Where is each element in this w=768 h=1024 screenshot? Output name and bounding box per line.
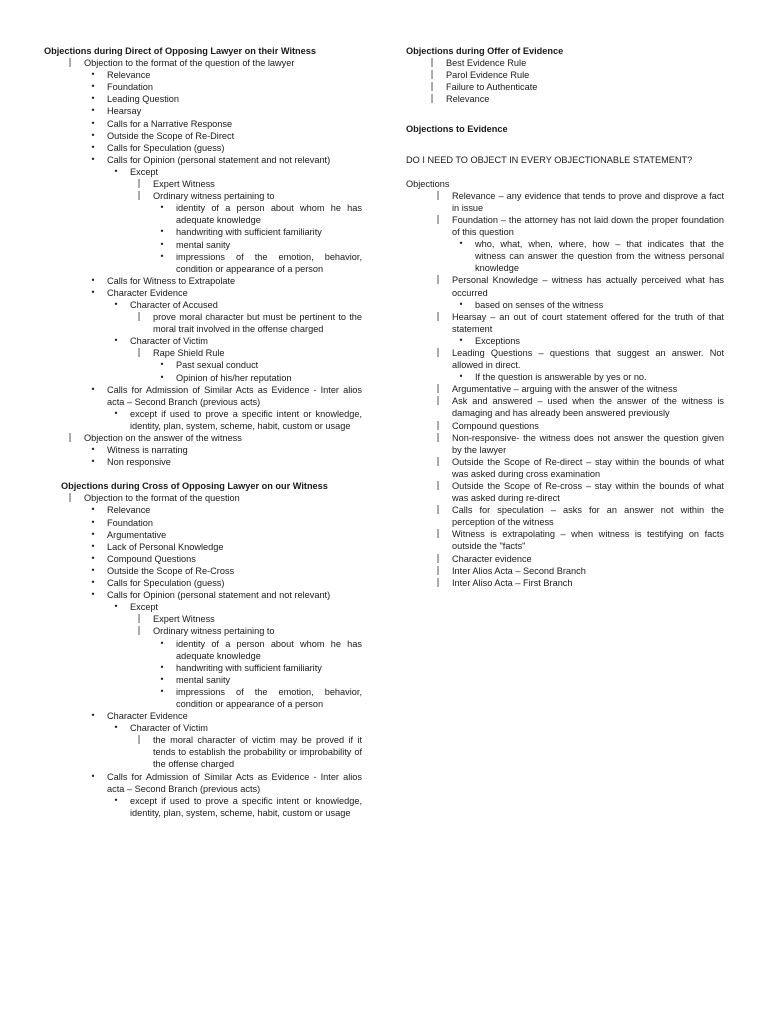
outline-item-text: Non responsive: [107, 457, 171, 468]
dot-bullet-icon: •: [90, 711, 96, 721]
dot-bullet-icon: •: [90, 142, 96, 152]
bar-bullet-icon: |: [436, 481, 440, 491]
dot-bullet-icon: •: [113, 723, 119, 733]
outline-list: [107, 601, 362, 710]
outline-item: [61, 57, 362, 432]
dot-bullet-icon: •: [90, 529, 96, 539]
bar-bullet-icon: |: [436, 275, 440, 286]
dot-bullet-icon: •: [90, 154, 96, 164]
outline-item-text: Relevance: [107, 70, 151, 81]
dot-bullet-icon: •: [458, 239, 464, 249]
outline-item-text: Relevance: [107, 505, 151, 516]
outline-item: [84, 105, 362, 117]
bar-bullet-icon: |: [436, 384, 440, 395]
dot-bullet-icon: •: [90, 771, 96, 781]
offer-item-text: Best Evidence Rule: [446, 58, 527, 69]
outline-item: [84, 275, 362, 287]
dot-bullet-icon: •: [113, 795, 119, 805]
dot-bullet-icon: •: [113, 602, 119, 612]
outline-item-text: Ordinary witness pertaining to: [153, 626, 275, 637]
outline-item-text: Expert Witness: [153, 179, 215, 190]
outline-item-text: Hearsay – an out of court statement offered for the truth of that statement: [452, 311, 724, 334]
outline-item: [130, 734, 362, 770]
outline-item: [84, 529, 362, 541]
outline-item: [84, 93, 362, 105]
outline-item: [61, 432, 362, 468]
bar-bullet-icon: |: [430, 58, 434, 69]
bar-bullet-icon: |: [436, 529, 440, 540]
outline-item-text: Inter Alios Acta – Second Branch: [452, 565, 586, 576]
right-column: [406, 45, 724, 589]
outline-item: [429, 190, 724, 214]
bar-bullet-icon: |: [436, 396, 440, 407]
outline-list: [130, 311, 362, 335]
outline-item: [130, 347, 362, 383]
outline-list: [130, 613, 362, 710]
outline-item: [429, 395, 724, 419]
dot-bullet-icon: •: [90, 70, 96, 80]
outline-item: [84, 710, 362, 770]
section-title: Objections during Cross of Opposing Lawyer on our Witness: [61, 481, 328, 492]
outline-item: [452, 299, 724, 311]
outline-item-text: Hearsay: [107, 106, 142, 117]
offer-item-text: Relevance: [446, 94, 490, 105]
outline-item-text: identity of a person about whom he has adequate knowledge: [176, 203, 362, 226]
dot-bullet-icon: •: [90, 82, 96, 92]
outline-item: [429, 456, 724, 480]
outline-item-text: the moral character of victim may be proved if it tends to establish the probability or improbability of the offense charged: [153, 735, 362, 770]
outline-item: [153, 359, 362, 371]
outline-item-text: Ask and answered – used when the answer of the witness is damaging and has already been answered previously: [452, 396, 724, 419]
bar-bullet-icon: |: [430, 82, 434, 93]
outline-item-text: identity of a person about whom he has adequate knowledge: [176, 638, 362, 661]
outline-item-text: Foundation – the attorney has not laid down the proper foundation of this question: [452, 214, 724, 238]
outline-item: [84, 504, 362, 516]
dot-bullet-icon: •: [458, 335, 464, 345]
dot-bullet-icon: •: [458, 372, 464, 382]
offer-item-text: Parol Evidence Rule: [446, 70, 530, 81]
outline-item: [107, 299, 362, 335]
outline-item-text: Character evidence: [452, 553, 532, 564]
outline-list: [153, 359, 362, 383]
outline-item-text: prove moral character but must be pertinent to the moral trait involved in the offense charged: [153, 312, 362, 335]
outline-item: [153, 372, 362, 384]
outline-item-text: Calls for Admission of Similar Acts as Evidence - Inter alios acta – Second Branch (previous acts): [107, 771, 362, 794]
bar-bullet-icon: |: [436, 432, 440, 443]
outline-item-text: Argumentative: [107, 529, 167, 540]
outline-item: [153, 202, 362, 226]
outline-item-text: If the question is answerable by yes or no.: [475, 372, 647, 383]
outline-item: [84, 517, 362, 529]
dot-bullet-icon: •: [113, 408, 119, 418]
outline-item-text: Leading Question: [107, 94, 180, 105]
outline-item: [84, 154, 362, 275]
outline-item: [107, 601, 362, 710]
dot-bullet-icon: •: [90, 578, 96, 588]
outline-item-text: Past sexual conduct: [176, 360, 259, 371]
outline-item: [429, 577, 724, 589]
outline-item: [429, 480, 724, 504]
offer-section-title: Objections during Offer of Evidence: [406, 46, 564, 56]
outline-list: [61, 492, 362, 819]
outline-list: [452, 371, 724, 383]
outline-item-text: who, what, when, where, how – that indicates that the witness can answer the question from the witness personal knowledge: [475, 239, 724, 274]
outline-item-text: Calls for Admission of Similar Acts as Evidence - Inter alios acta – Second Branch (previous acts): [107, 384, 362, 407]
outline-item: [107, 335, 362, 383]
offer-item: [423, 57, 724, 69]
outline-item-text: Foundation: [107, 82, 153, 93]
bar-bullet-icon: |: [436, 420, 440, 431]
outline-item-text: Lack of Personal Knowledge: [107, 541, 224, 552]
outline-item: [84, 69, 362, 81]
outline-list: [452, 238, 724, 274]
outline-item-text: Calls for speculation – asks for an answer not within the perception of the witness: [452, 505, 724, 528]
outline-item-text: Compound Questions: [107, 553, 196, 564]
dot-bullet-icon: •: [113, 166, 119, 176]
outline-item: [429, 383, 724, 395]
outline-item: [107, 795, 362, 819]
outline-item: [130, 190, 362, 275]
outline-item: [107, 408, 362, 432]
bar-bullet-icon: |: [436, 577, 440, 588]
outline-item-text: Outside the Scope of Re-Direct: [107, 130, 235, 141]
outline-item-text: Objection to the format of the question of the lawyer: [84, 58, 295, 69]
outline-item-text: Ordinary witness pertaining to: [153, 191, 275, 202]
outline-item-text: Except: [130, 602, 159, 613]
outline-item-text: Witness is extrapolating – when witness is testifying on facts outside the "facts": [452, 529, 724, 552]
outline-item: [429, 347, 724, 383]
outline-list: [452, 299, 724, 311]
outline-item: [429, 420, 724, 432]
outline-item-text: Character Evidence: [107, 287, 188, 298]
object-question: DO I NEED TO OBJECT IN EVERY OBJECTIONABLE STATEMENT?: [406, 154, 693, 165]
outline-item: [452, 238, 724, 274]
bar-bullet-icon: |: [68, 493, 72, 504]
outline-item: [429, 565, 724, 577]
outline-item-text: based on senses of the witness: [475, 299, 604, 310]
dot-bullet-icon: •: [90, 106, 96, 116]
bar-bullet-icon: |: [137, 179, 141, 190]
outline-item: [130, 613, 362, 625]
outline-item-text: except if used to prove a specific intent or knowledge, identity, plan, system, scheme, habit, custom or usage: [130, 795, 362, 818]
outline-item-text: Foundation: [107, 517, 153, 528]
outline-item-text: Outside the Scope of Re-direct – stay within the bounds of what was asked during cross examination: [452, 456, 724, 479]
evidence-section-title: Objections to Evidence: [406, 124, 508, 135]
outline-item: [84, 81, 362, 93]
outline-item: [429, 311, 724, 347]
dot-bullet-icon: •: [113, 336, 119, 346]
outline-item-text: Outside the Scope of Re-cross – stay within the bounds of what was asked during re-direct: [452, 481, 724, 504]
outline-item: [84, 771, 362, 819]
outline-list: [84, 504, 362, 818]
outline-item: [107, 166, 362, 275]
outline-item-text: Exceptions: [475, 335, 520, 346]
dot-bullet-icon: •: [90, 384, 96, 394]
objections-label: Objections: [406, 178, 450, 189]
dot-bullet-icon: •: [159, 372, 165, 382]
outline-item: [452, 371, 724, 383]
bar-bullet-icon: |: [137, 626, 141, 637]
dot-bullet-icon: •: [90, 541, 96, 551]
outline-item: [84, 541, 362, 553]
outline-list: [107, 795, 362, 819]
offer-item: [423, 81, 724, 93]
outline-list: [107, 722, 362, 770]
outline-item: [153, 674, 362, 686]
section-title: Objections during Direct of Opposing Lawyer on their Witness: [44, 46, 316, 56]
outline-item: [153, 226, 362, 238]
bar-bullet-icon: |: [137, 348, 141, 359]
outline-item-text: Calls for Opinion (personal statement and not relevant): [107, 590, 331, 601]
outline-item: [61, 492, 362, 819]
outline-list: [107, 299, 362, 384]
dot-bullet-icon: •: [90, 118, 96, 128]
outline-item-text: Except: [130, 166, 159, 177]
bar-bullet-icon: |: [436, 505, 440, 516]
outline-item-text: Character of Accused: [130, 299, 218, 310]
dot-bullet-icon: •: [159, 203, 165, 213]
offer-item: [423, 69, 724, 81]
outline-item: [84, 565, 362, 577]
dot-bullet-icon: •: [159, 686, 165, 696]
outline-item: [153, 638, 362, 662]
bar-bullet-icon: |: [137, 191, 141, 202]
outline-item: [429, 214, 724, 274]
outline-item-text: handwriting with sufficient familiarity: [176, 662, 322, 673]
outline-item: [429, 504, 724, 528]
outline-item-text: Calls for Speculation (guess): [107, 578, 225, 589]
outline-item: [84, 118, 362, 130]
outline-item-text: Argumentative – arguing with the answer of the witness: [452, 384, 678, 395]
outline-item: [84, 577, 362, 589]
dot-bullet-icon: •: [113, 299, 119, 309]
dot-bullet-icon: •: [159, 662, 165, 672]
outline-list: [84, 444, 362, 468]
outline-item: [84, 130, 362, 142]
dot-bullet-icon: •: [159, 360, 165, 370]
outline-item: [130, 178, 362, 190]
bar-bullet-icon: |: [436, 190, 440, 201]
bar-bullet-icon: |: [137, 312, 141, 323]
outline-item: [429, 553, 724, 565]
bar-bullet-icon: |: [436, 214, 440, 225]
dot-bullet-icon: •: [90, 590, 96, 600]
outline-item-text: Relevance – any evidence that tends to prove and disprove a fact in issue: [452, 190, 724, 213]
outline-item-text: Character of Victim: [130, 723, 208, 734]
outline-item: [429, 432, 724, 456]
outline-item: [130, 625, 362, 710]
bar-bullet-icon: |: [436, 456, 440, 467]
outline-item-text: impressions of the emotion, behavior, condition or appearance of a person: [176, 251, 362, 274]
outline-item: [84, 444, 362, 456]
outline-item-text: Leading Questions – questions that suggest an answer. Not allowed in direct.: [452, 347, 724, 371]
bar-bullet-icon: |: [137, 614, 141, 625]
outline-item: [153, 251, 362, 275]
outline-list: [130, 178, 362, 275]
dot-bullet-icon: •: [159, 251, 165, 261]
outline-item-text: Inter Aliso Acta – First Branch: [452, 577, 573, 588]
bar-bullet-icon: |: [436, 347, 440, 358]
dot-bullet-icon: •: [90, 287, 96, 297]
outline-item-text: Character of Victim: [130, 336, 208, 347]
outline-item: [153, 662, 362, 674]
outline-list: [61, 57, 362, 468]
outline-item: [153, 239, 362, 251]
outline-item-text: Calls for Speculation (guess): [107, 142, 225, 153]
dot-bullet-icon: •: [90, 505, 96, 515]
offer-item: [423, 93, 724, 105]
outline-item-text: mental sanity: [176, 674, 231, 685]
outline-item: [130, 311, 362, 335]
outline-item-text: Witness is narrating: [107, 445, 188, 456]
outline-item: [84, 456, 362, 468]
outline-item-text: Calls for a Narrative Response: [107, 118, 233, 129]
left-column: [44, 45, 362, 819]
outline-item-text: Compound questions: [452, 420, 539, 431]
dot-bullet-icon: •: [90, 457, 96, 467]
outline-item-text: Opinion of his/her reputation: [176, 372, 292, 383]
outline-item-text: handwriting with sufficient familiarity: [176, 227, 322, 238]
outline-item-text: Outside the Scope of Re-Cross: [107, 565, 235, 576]
outline-item: [84, 589, 362, 710]
dot-bullet-icon: •: [90, 445, 96, 455]
dot-bullet-icon: •: [90, 275, 96, 285]
dot-bullet-icon: •: [159, 227, 165, 237]
outline-item: [84, 553, 362, 565]
objections-list: [429, 190, 724, 589]
dot-bullet-icon: •: [458, 299, 464, 309]
outline-list: [130, 734, 362, 770]
bar-bullet-icon: |: [436, 553, 440, 564]
outline-item: [153, 686, 362, 710]
bar-bullet-icon: |: [68, 433, 72, 443]
outline-item-text: mental sanity: [176, 239, 231, 250]
bar-bullet-icon: |: [68, 58, 72, 69]
outline-item: [84, 287, 362, 384]
outline-item-text: Expert Witness: [153, 614, 215, 625]
outline-list: [153, 202, 362, 275]
outline-item-text: except if used to prove a specific intent or knowledge, identity, plan, system, scheme, habit, custom or usage: [130, 408, 362, 431]
bar-bullet-icon: |: [137, 735, 141, 746]
outline-item: [429, 528, 724, 552]
dot-bullet-icon: •: [90, 130, 96, 140]
dot-bullet-icon: •: [90, 517, 96, 527]
outline-item: [84, 384, 362, 432]
outline-item-text: Character Evidence: [107, 711, 188, 722]
outline-list: [84, 69, 362, 432]
outline-item: [452, 335, 724, 347]
dot-bullet-icon: •: [90, 553, 96, 563]
dot-bullet-icon: •: [159, 674, 165, 684]
outline-list: [107, 408, 362, 432]
outline-list: [107, 166, 362, 275]
bar-bullet-icon: |: [436, 565, 440, 576]
outline-item-text: Objection to the format of the question: [84, 493, 240, 504]
outline-list: [452, 335, 724, 347]
offer-item-text: Failure to Authenticate: [446, 82, 538, 93]
outline-item-text: impressions of the emotion, behavior, condition or appearance of a person: [176, 686, 362, 709]
outline-list: [130, 347, 362, 383]
dot-bullet-icon: •: [90, 565, 96, 575]
outline-item: [429, 274, 724, 310]
outline-item-text: Objection on the answer of the witness: [84, 433, 242, 443]
outline-item-text: Rape Shield Rule: [153, 348, 225, 359]
bar-bullet-icon: |: [436, 311, 440, 322]
outline-item-text: Calls for Opinion (personal statement and not relevant): [107, 154, 331, 165]
outline-list: [153, 638, 362, 711]
dot-bullet-icon: •: [159, 638, 165, 648]
offer-list: [423, 57, 724, 105]
outline-item-text: Non-responsive- the witness does not answer the question given by the lawyer: [452, 432, 724, 455]
bar-bullet-icon: |: [430, 70, 434, 81]
dot-bullet-icon: •: [159, 239, 165, 249]
outline-item: [84, 142, 362, 154]
outline-item-text: Calls for Witness to Extrapolate: [107, 275, 236, 286]
outline-item: [107, 722, 362, 770]
outline-item-text: Personal Knowledge – witness has actually perceived what has occurred: [452, 275, 724, 298]
bar-bullet-icon: |: [430, 94, 434, 105]
dot-bullet-icon: •: [90, 94, 96, 104]
